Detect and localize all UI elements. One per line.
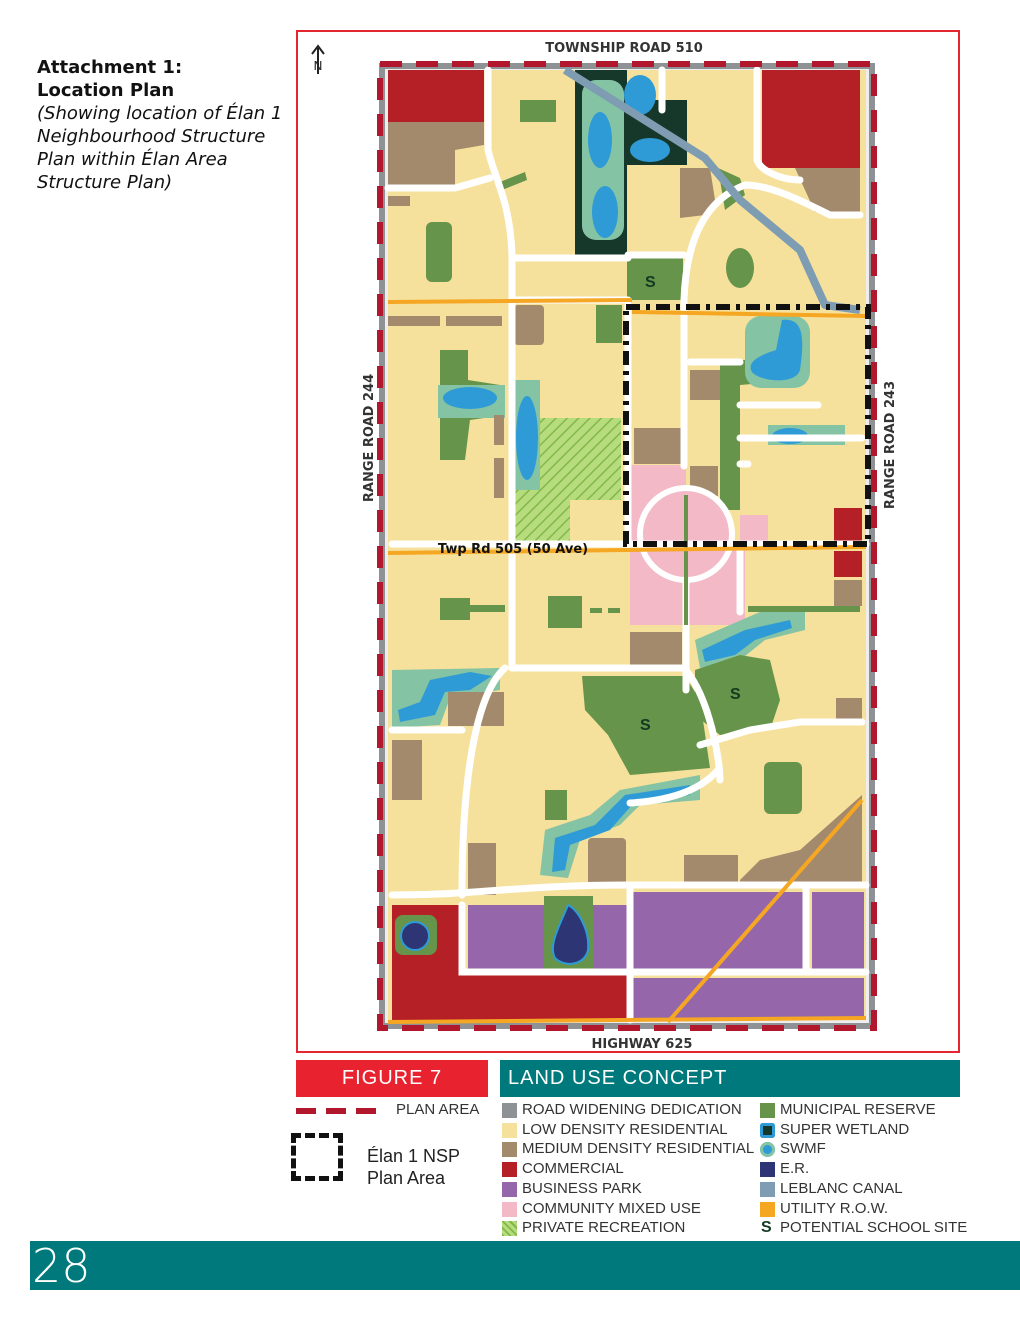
- business-park-5: [632, 978, 864, 1020]
- medium-density-nsp1: [634, 428, 684, 464]
- road-label-east: RANGE ROAD 243: [883, 380, 898, 510]
- medium-density-w3: [494, 415, 504, 445]
- medium-density-s3: [684, 855, 738, 885]
- swmf-wetland-4: [630, 138, 670, 162]
- swmf-wetland-2: [592, 186, 618, 238]
- nsp-label: Élan 1 NSP Plan Area: [367, 1146, 460, 1188]
- figure-label: FIGURE 7: [296, 1060, 488, 1097]
- nsp-key-icon: [291, 1133, 343, 1181]
- legend-swatch: [502, 1182, 517, 1197]
- caption-title-line2: Location Plan: [37, 80, 175, 101]
- caption-subtitle: (Showing location of Élan 1 Neighbourhood Structure Plan within Élan Area Structure Plan): [37, 103, 283, 193]
- medium-density-s1: [630, 632, 682, 666]
- swmf-c1: [516, 396, 538, 480]
- legend-swatch: [502, 1142, 517, 1157]
- commercial-s-strip: [462, 975, 632, 1020]
- commercial-se: [834, 551, 862, 577]
- page-number: 28: [32, 1239, 91, 1293]
- footer-bar: [30, 1239, 1020, 1293]
- legend-label: SWMF: [780, 1140, 826, 1158]
- business-park-4: [812, 892, 864, 972]
- legend-label: SUPER WETLAND: [780, 1120, 910, 1138]
- legend-label: MUNICIPAL RESERVE: [780, 1101, 936, 1118]
- figure-title: LAND USE CONCEPT: [500, 1060, 960, 1097]
- legend-swatch: [502, 1162, 517, 1177]
- mr-n-small: [520, 100, 556, 122]
- business-park-2: [593, 905, 629, 973]
- mr-ne-park: [726, 248, 754, 288]
- school-site-north: S: [645, 274, 656, 291]
- road-label-west: RANGE ROAD 244: [362, 373, 377, 503]
- legend-swatch: [760, 1123, 775, 1138]
- plan-area-dash-2: [326, 1108, 346, 1114]
- swmf-w1: [443, 387, 497, 409]
- legend-swatch: [502, 1202, 517, 1217]
- school-site-south: S: [640, 717, 651, 734]
- mr-se-park: [764, 762, 802, 814]
- north-arrow-icon: [312, 46, 324, 74]
- legend-label: UTILITY R.O.W.: [780, 1199, 889, 1217]
- mr-c-top: [596, 305, 622, 343]
- mr-se-strip: [748, 606, 860, 612]
- legend-swatch: [760, 1142, 775, 1157]
- legend-swatch: [760, 1103, 775, 1118]
- legend-swatch: [760, 1202, 775, 1217]
- er-sw: [401, 922, 429, 950]
- legend-label: BUSINESS PARK: [522, 1179, 642, 1197]
- legend-label: MEDIUM DENSITY RESIDENTIAL: [522, 1140, 755, 1158]
- north-arrow-label: N: [313, 59, 323, 73]
- community-mixed-use-e: [740, 515, 768, 543]
- medium-density-sw3: [468, 843, 496, 895]
- legend-label: COMMERCIAL: [522, 1160, 624, 1178]
- legend-label: COMMUNITY MIXED USE: [522, 1199, 701, 1217]
- medium-density-c1: [514, 305, 544, 345]
- mr-s-c-dash2: [608, 608, 620, 613]
- legend-label: LEBLANC CANAL: [780, 1179, 903, 1197]
- legend-swatch: [760, 1182, 775, 1197]
- medium-density-w4: [494, 458, 504, 498]
- commercial-e: [834, 508, 862, 541]
- legend-label: PRIVATE RECREATION: [522, 1219, 686, 1237]
- medium-density-se1: [834, 580, 862, 606]
- road-label-north: TOWNSHIP ROAD 510: [545, 41, 703, 56]
- medium-density-s2: [588, 838, 626, 886]
- legend-label: ROAD WIDENING DEDICATION: [522, 1101, 742, 1118]
- legend-label: LOW DENSITY RESIDENTIAL: [522, 1120, 728, 1138]
- plan-area-key: [296, 1101, 496, 1121]
- legend-swatch: [760, 1162, 775, 1177]
- plan-area-dash-1: [296, 1108, 316, 1114]
- swmf-wetland-1: [588, 112, 612, 168]
- mr-s-c-park: [548, 596, 582, 628]
- plan-area-label: PLAN AREA: [396, 1101, 480, 1118]
- legend-swatch: [502, 1123, 517, 1138]
- school-site-southeast: S: [730, 686, 741, 703]
- mr-s-c-dash1: [590, 608, 602, 613]
- business-park-3: [632, 892, 805, 972]
- road-label-center: Twp Rd 505 (50 Ave): [437, 542, 589, 557]
- low-density-c-corner: [570, 500, 621, 544]
- legend-swatch: [502, 1103, 517, 1118]
- medium-density-w1: [388, 316, 440, 326]
- mr-nw-park: [426, 222, 452, 282]
- business-park-1: [468, 905, 544, 973]
- commercial-nw: [388, 70, 484, 122]
- medium-density-nw2: [388, 196, 410, 206]
- legend-label: E.R.: [780, 1160, 810, 1178]
- commercial-ne: [762, 70, 860, 168]
- legend-label: POTENTIAL SCHOOL SITE: [780, 1219, 968, 1237]
- mr-s-small: [545, 790, 567, 820]
- plan-area-dash-3: [356, 1108, 376, 1114]
- caption-title-line1: Attachment 1:: [37, 57, 183, 78]
- medium-density-sw2: [392, 740, 422, 800]
- legend-swatch: [502, 1221, 517, 1236]
- medium-density-w2: [446, 316, 502, 326]
- school-symbol-icon: S: [761, 1219, 772, 1237]
- road-label-south: HIGHWAY 625: [591, 1037, 693, 1052]
